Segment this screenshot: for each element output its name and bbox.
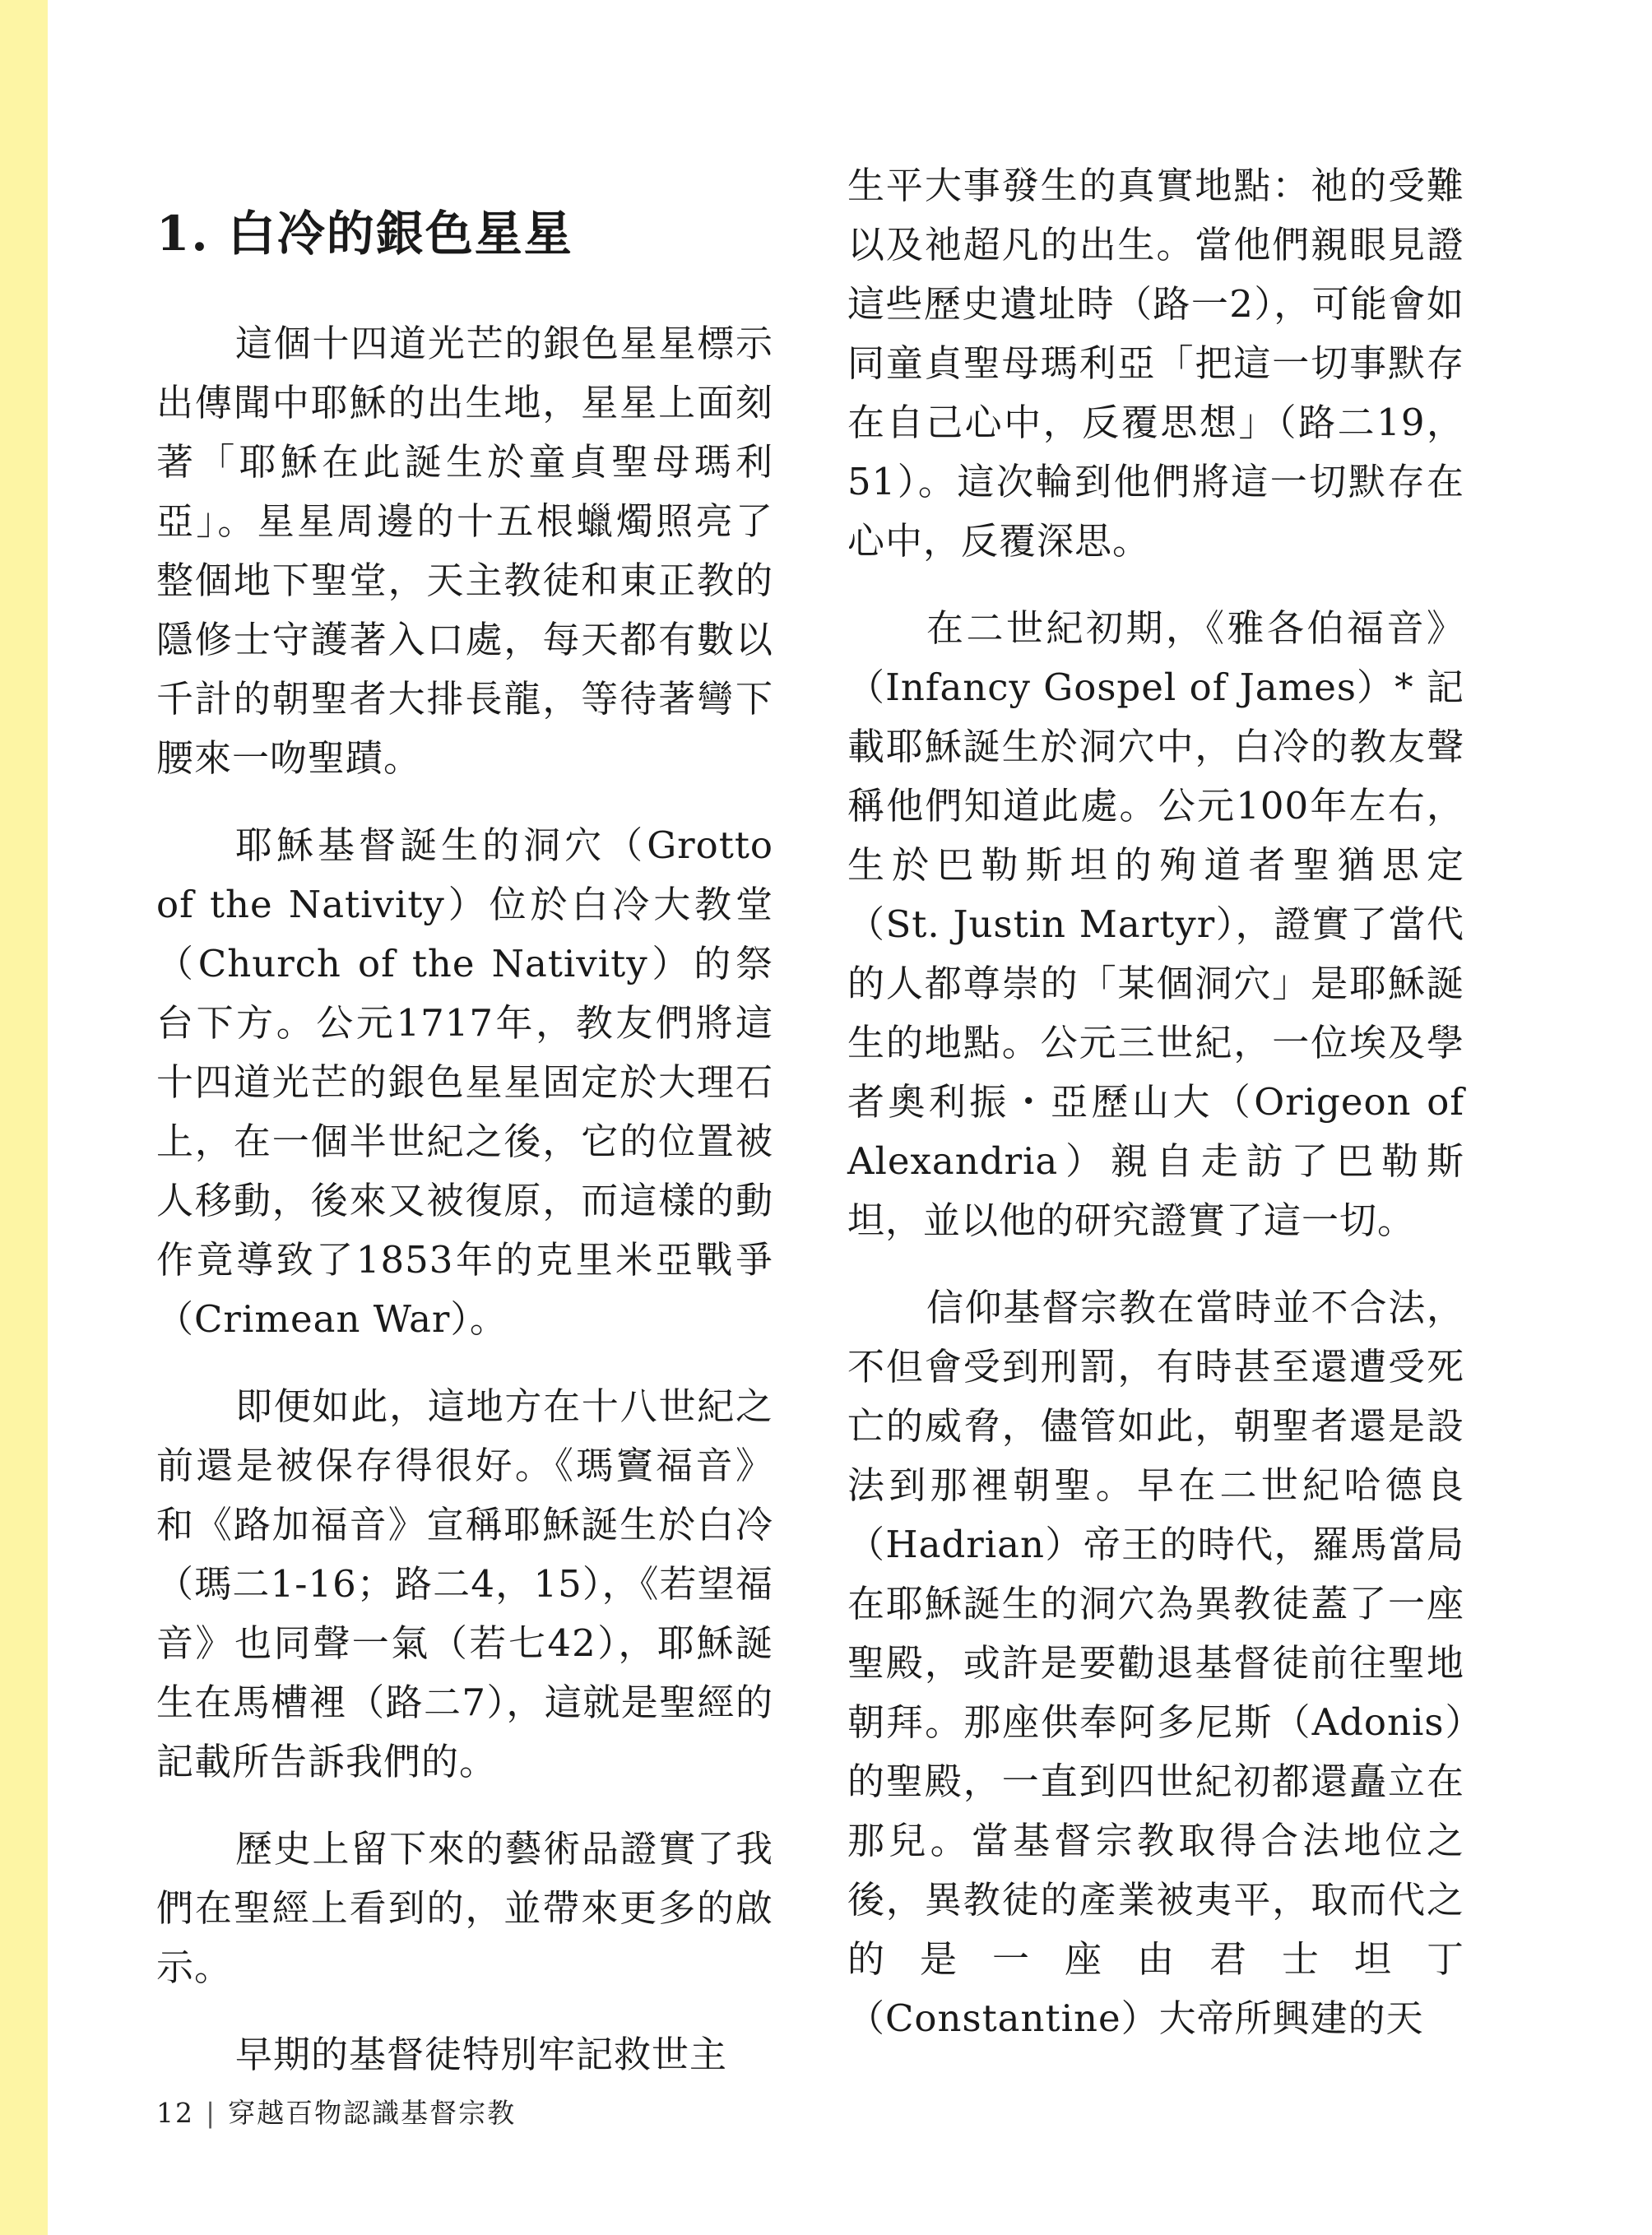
page-number: 12: [156, 2097, 194, 2129]
left-body: [156, 314, 773, 2112]
paragraph: 早期的基督徒特別牢記救世主: [235, 2033, 728, 2076]
page-footer: [156, 2092, 516, 2131]
paragraph: 在二世紀初期，《雅各伯福音》（Infancy Gospel of James）* 記載耶穌誕生於洞穴中，白冷的教友聲稱他們知道此處。公元100年左右，生於巴勒斯坦的殉道者聖猶思定（St. Justin Martyr），證實了當代的人都尊崇的「某個洞穴」是耶穌誕生的地點。公元三世紀，一位埃及學者奧利振・亞歷山大（Origeon of Alexandria）親自走訪了巴勒斯坦，並以他的研究證實了這一切。: [847, 606, 1464, 1242]
yellow-margin-band: [0, 0, 48, 2235]
paragraph: 這個十四道光芒的銀色星星標示出傳聞中耶穌的出生地，星星上面刻著「耶穌在此誕生於童貞聖母瑪利亞」。星星周邊的十五根蠟燭照亮了整個地下聖堂，天主教徒和東正教的隱修士守護著入口處，每天都有數以千計的朝聖者大排長龍，等待著彎下腰來一吻聖蹟。: [156, 322, 773, 780]
footer-separator: |: [206, 2097, 217, 2129]
paragraph-continued: 生平大事發生的真實地點：祂的受難以及祂超凡的出生。當他們親眼見證這些歷史遺址時（路一2），可能會如同童貞聖母瑪利亞「把這一切事默存在自己心中，反覆思想」（路二19，51）。這次輪到他們將這一切默存在心中，反覆深思。: [847, 164, 1464, 563]
book-title: 穿越百物認識基督宗教: [228, 2097, 517, 2129]
right-column: [847, 156, 1464, 2076]
paragraph: 即便如此，這地方在十八世紀之前還是被保存得很好。《瑪竇福音》和《路加福音》宣稱耶穌誕生於白冷（瑪二1-16；路二4，15），《若望福音》也同聲一氣（若七42），耶穌誕生在馬槽裡（路二7），這就是聖經的記載所告訴我們的。: [156, 1384, 773, 1783]
chapter-title: 1. 白冷的銀色星星: [156, 206, 573, 262]
paragraph: 耶穌基督誕生的洞穴（Grotto of the Nativity）位於白冷大教堂（Church of the Nativity）的祭台下方。公元1717年，教友們將這十四道光芒的銀色星星固定於大理石上，在一個半世紀之後，它的位置被人移動，後來又被復原，而這樣的動作竟導致了1853年的克里米亞戰爭（Crimean War）。: [156, 823, 773, 1341]
paragraph: 歷史上留下來的藝術品證實了我們在聖經上看到的，並帶來更多的啟示。: [156, 1827, 773, 1989]
paragraph: 信仰基督宗教在當時並不合法，不但會受到刑罰，有時甚至還遭受死亡的威脅，儘管如此，朝聖者還是設法到那裡朝聖。早在二世紀哈德良（Hadrian）帝王的時代，羅馬當局在耶穌誕生的洞穴為異教徒蓋了一座聖殿，或許是要勸退基督徒前往聖地朝拜。那座供奉阿多尼斯（Adonis）的聖殿，一直到四世紀初都還矗立在那兒。當基督宗教取得合法地位之後，異教徒的產業被夷平，取而代之的是一座由君士坦丁（Constantine）大帝所興建的天: [847, 1286, 1464, 2040]
